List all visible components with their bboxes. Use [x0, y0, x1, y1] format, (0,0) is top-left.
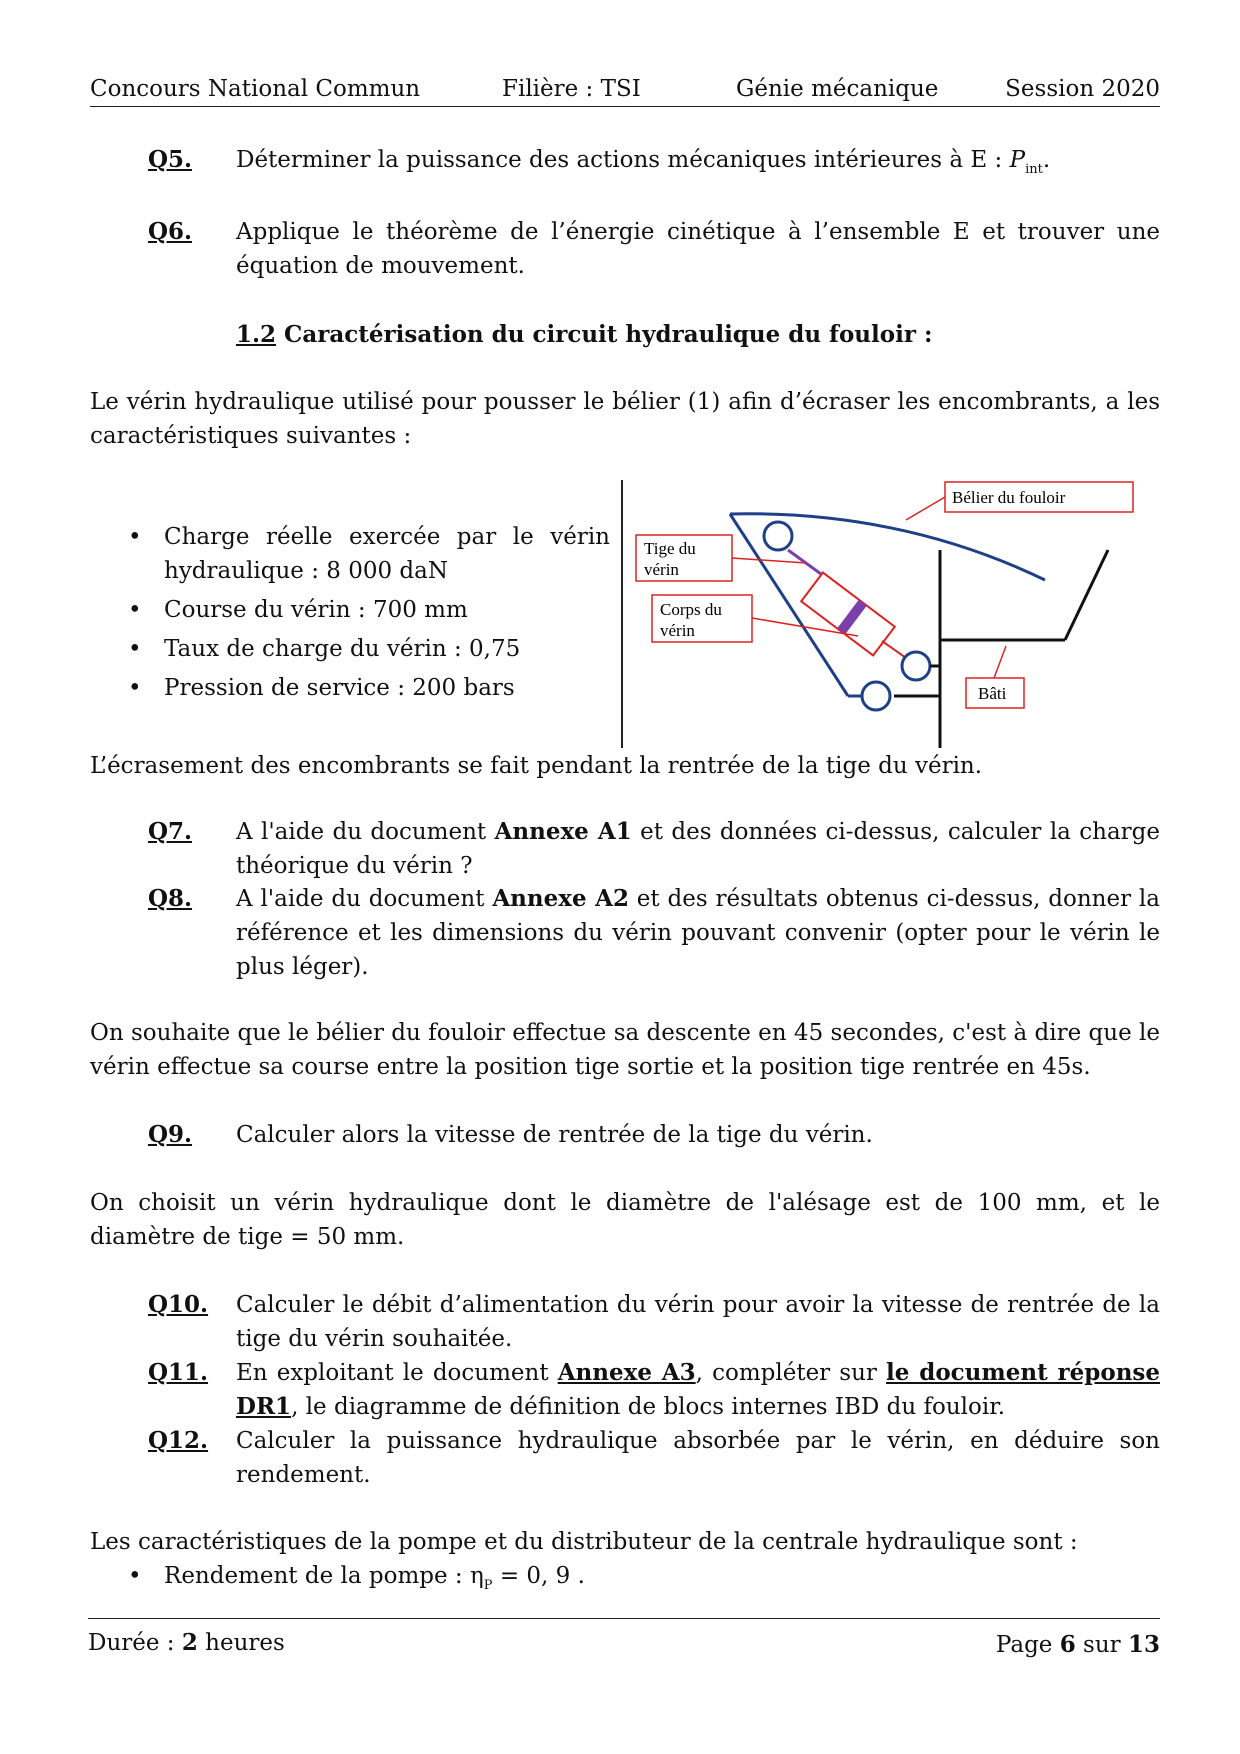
header-subject: Génie mécanique — [736, 76, 939, 102]
q5-number: Q5. — [148, 146, 193, 173]
spec-item: • Pression de service : 200 bars — [90, 671, 610, 705]
label-tige-2: vérin — [644, 560, 679, 579]
belier-pivot — [862, 682, 890, 710]
link-document-reponse: le document réponse DR1 — [236, 1359, 1161, 1420]
q12-number: Q12. — [148, 1427, 209, 1454]
descente-paragraph: On souhaite que le bélier du fouloir effectue sa descente en 45 secondes, c'est à dire que le vérin effectue sa course entre la position tige sortie et la position tige rentrée en 45s. — [90, 1020, 1160, 1080]
header-session: Session 2020 — [1005, 76, 1160, 102]
fouloir-diagram — [610, 478, 1160, 753]
section-title: 1.2 Caractérisation du circuit hydraulique du fouloir : — [236, 321, 933, 348]
bati-wall — [1065, 550, 1108, 640]
q5-text: Déterminer la puissance des actions mécaniques intérieures à E : $P_{int}$. — [236, 147, 1051, 177]
header-filiere: Filière : TSI — [502, 76, 641, 102]
q6-number: Q6. — [148, 218, 193, 245]
link-annexe-a3: Annexe A3 — [557, 1359, 696, 1386]
page-header — [90, 76, 1160, 107]
q11-text: En exploitant le document Annexe A3, compléter sur le document réponse DR1, le diagramme de définition de blocs internes IBD du fouloir. — [236, 1359, 1161, 1420]
q6-text: Applique le théorème de l’énergie cinétique à l’ensemble E et trouver une équation de mouvement. — [236, 219, 1160, 279]
label-tige-1: Tige du — [644, 539, 696, 558]
q10-number: Q10. — [148, 1291, 209, 1318]
cylinder-link — [882, 641, 906, 658]
pump-spec-item: • Rendement de la pompe : $\eta_P = 0$, 9 . — [90, 1559, 790, 1603]
specs-list — [90, 520, 610, 705]
ecrasement-paragraph: L’écrasement des encombrants se fait pendant la rentrée de la tige du vérin. — [90, 753, 983, 779]
spec-item: • Charge réelle exercée par le vérin hydraulique : 8 000 daN — [90, 520, 610, 588]
header-contest: Concours National Commun — [90, 76, 421, 102]
q11-number: Q11. — [148, 1359, 209, 1386]
q7-text: A l'aide du document Annexe A1 et des données ci-dessus, calculer la charge théorique du vérin ? — [236, 818, 1161, 879]
q9-text: Calculer alors la vitesse de rentrée de la tige du vérin. — [236, 1122, 873, 1148]
pump-spec-list — [90, 1559, 790, 1603]
q8-number: Q8. — [148, 885, 193, 912]
page-footer — [88, 1618, 1160, 1679]
label-corps-1: Corps du — [660, 600, 722, 619]
footer-duration: Durée : 2 heures — [88, 1629, 285, 1656]
label-corps-2: vérin — [660, 621, 695, 640]
label-belier: Bélier du fouloir — [952, 488, 1066, 507]
label-bati: Bâti — [978, 684, 1007, 703]
top-pivot — [764, 522, 792, 550]
cylinder-pivot — [902, 652, 930, 680]
q7-number: Q7. — [148, 818, 193, 845]
q9-number: Q9. — [148, 1121, 193, 1148]
intro-paragraph: Le vérin hydraulique utilisé pour pousser le bélier (1) afin d’écraser les encombrants, a les caractéristiques suivantes : — [90, 389, 1160, 449]
q12-text: Calculer la puissance hydraulique absorbée par le vérin, en déduire son rendement. — [236, 1428, 1160, 1488]
spec-item: • Taux de charge du vérin : 0,75 — [90, 632, 610, 666]
q8-text: A l'aide du document Annexe A2 et des résultats obtenus ci-dessus, donner la référence et les dimensions du vérin pouvant convenir (opter pour le vérin le plus léger). — [236, 885, 1160, 980]
q10-text: Calculer le débit d’alimentation du vérin pour avoir la vitesse de rentrée de la tige du vérin souhaitée. — [236, 1292, 1160, 1352]
pompe-paragraph: Les caractéristiques de la pompe et du distributeur de la centrale hydraulique sont : — [90, 1529, 1078, 1555]
spec-item: • Course du vérin : 700 mm — [90, 593, 610, 627]
choix-paragraph: On choisit un vérin hydraulique dont le diamètre de l'alésage est de 100 mm, et le diamètre de tige = 50 mm. — [90, 1190, 1160, 1250]
footer-page-number: Page 6 sur 13 — [995, 1631, 1160, 1658]
